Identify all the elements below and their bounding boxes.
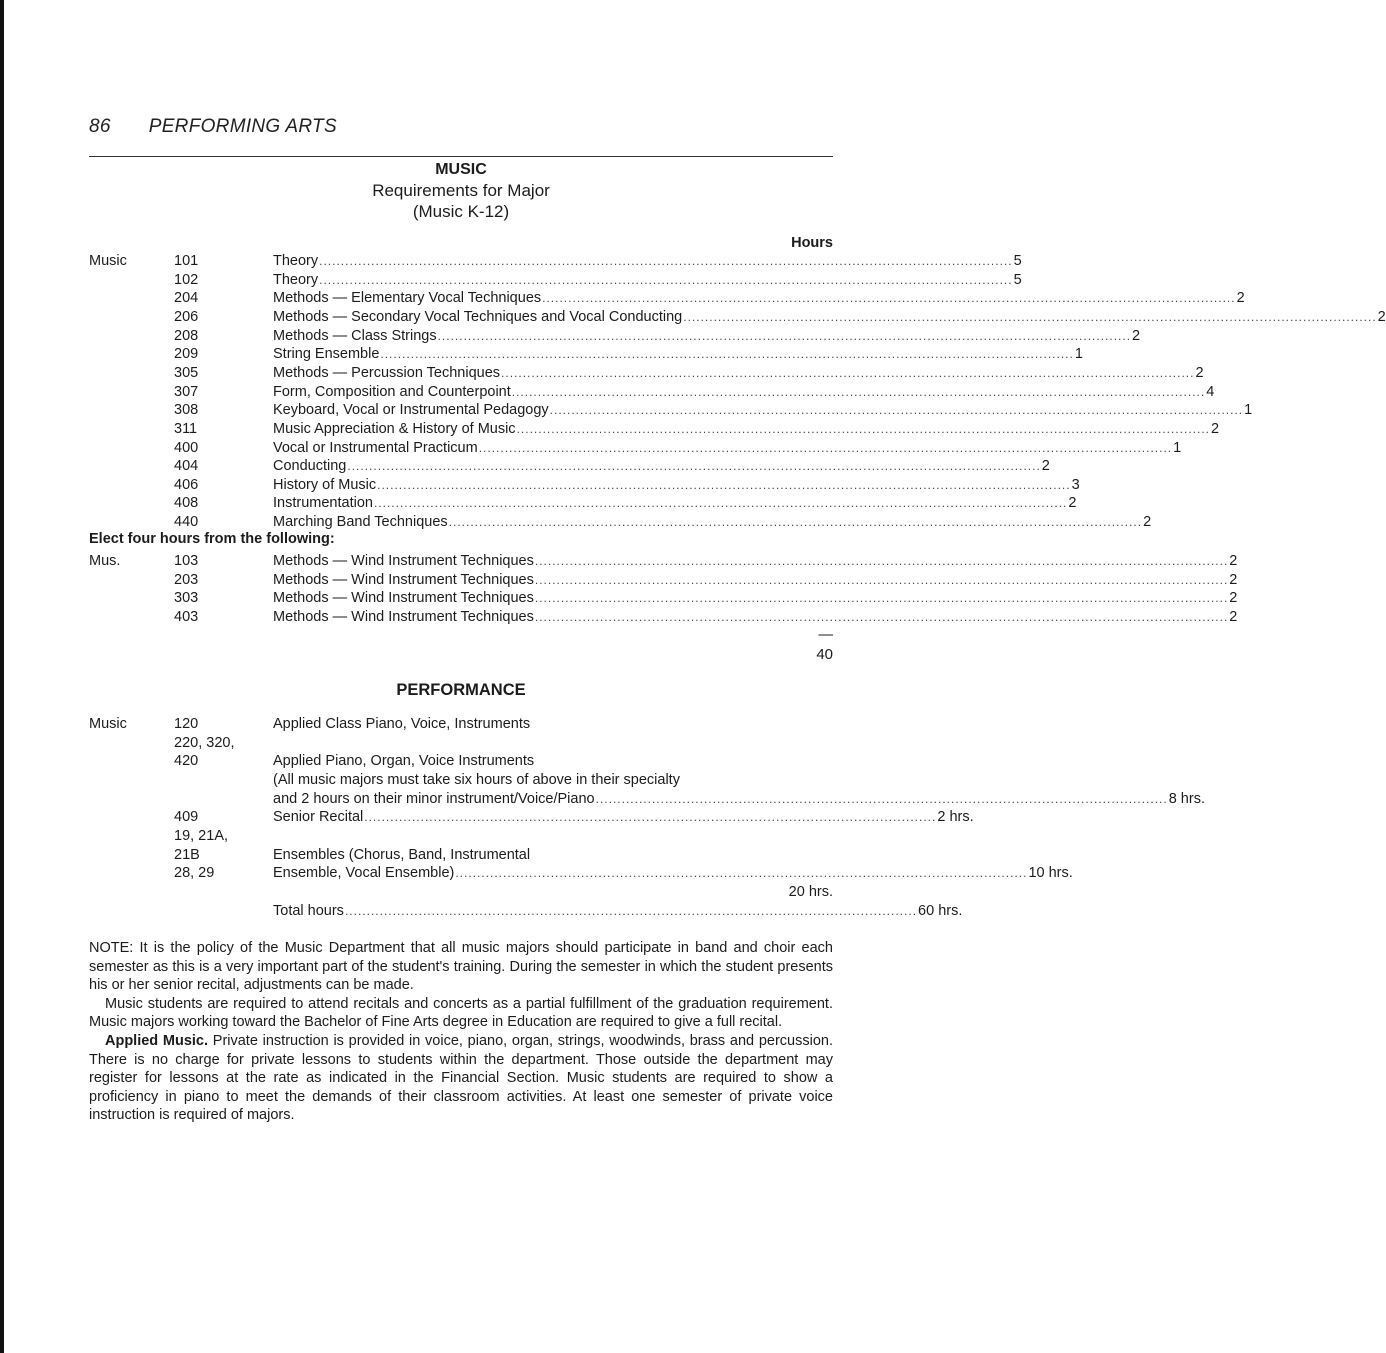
course-hours: 5 — [1013, 271, 1022, 288]
perf-course-title: Senior Recital — [273, 809, 364, 825]
course-title: Conducting — [273, 458, 347, 475]
dot-leader: ................................................................................................................................................................ — [373, 496, 1068, 511]
perf-row — [89, 827, 833, 846]
total-hours: 40 — [816, 646, 833, 663]
perf-course-number: 19, 21A, — [174, 828, 229, 844]
course-title: Theory — [273, 253, 319, 269]
music-subtitle: Requirements for Major — [372, 181, 550, 200]
course-title: Methods — Wind Instrument Techniques — [273, 608, 534, 625]
perf-hours: 8 hrs. — [1168, 791, 1205, 807]
course-number: 305 — [174, 364, 199, 381]
course-title: Keyboard, Vocal or Instrumental Pedagogy — [273, 402, 549, 419]
course-title: Vocal or Instrumental Practicum — [273, 439, 478, 456]
course-title: History of Music — [273, 476, 377, 493]
dot-leader: ................................................................................................................................................................ — [534, 609, 1229, 624]
courses-row — [89, 252, 1022, 271]
perf-row — [89, 902, 963, 921]
course-hours: 1 — [1173, 439, 1182, 456]
course-number: 206 — [174, 308, 199, 325]
course-number: 208 — [174, 327, 199, 344]
perf-total-label: Total hours — [273, 903, 344, 919]
dot-leader: .................................................................................................................................... — [344, 904, 918, 918]
course-number: 403 — [174, 608, 199, 625]
dot-leader: ................................................................................................................................................................ — [549, 403, 1244, 418]
dot-leader: ................................................................................................................................................................ — [319, 272, 1013, 287]
course-title: Methods — Elementary Vocal Techniques — [273, 290, 542, 307]
course-number: 209 — [174, 346, 199, 363]
perf-row — [89, 808, 974, 827]
perf-course-note: and 2 hours on their minor instrument/Voice/Piano — [273, 791, 595, 807]
dot-leader: ................................................................................................................................................................ — [511, 384, 1206, 399]
course-title: Methods — Secondary Vocal Techniques and Vocal Conducting — [273, 308, 683, 325]
dot-leader: .................................................................................................................................... — [364, 810, 937, 824]
course-hours: 4 — [1206, 383, 1215, 400]
note-paragraph: NOTE: It is the policy of the Music Department that all music majors should participate in band and choir each semester as this is a very important part of the student's training. During the semester in which the student presents his or her senior recital, adjustments can be made. — [89, 940, 833, 994]
perf-row — [89, 771, 833, 790]
perf-course-title: Ensembles (Chorus, Band, Instrumental — [273, 847, 531, 863]
perf-row — [89, 864, 1073, 883]
hours-column-header: Hours — [791, 235, 833, 251]
dot-leader: ................................................................................................................................................................ — [478, 440, 1173, 455]
courses-row — [89, 364, 1204, 383]
courses-row — [89, 345, 1083, 364]
course-title: Methods — Wind Instrument Techniques — [273, 553, 534, 569]
course-hours: 2 — [1195, 364, 1204, 381]
page-spine-edge — [0, 0, 4, 1353]
courses-row — [89, 513, 1152, 532]
course-hours: 1 — [1074, 346, 1083, 363]
header-rule — [89, 156, 833, 157]
dot-leader: ................................................................................................................................................................ — [516, 421, 1210, 436]
perf-row — [89, 734, 833, 753]
course-number: 408 — [174, 495, 199, 512]
perf-row — [89, 715, 833, 734]
course-hours: 2 — [1068, 495, 1077, 512]
course-hours: 2 — [1229, 608, 1238, 625]
courses-row — [89, 439, 1182, 458]
course-number: 400 — [174, 439, 199, 456]
course-hours: 2 — [1211, 420, 1220, 437]
course-hours: 3 — [1071, 476, 1080, 493]
dot-leader: ................................................................................................................................................................ — [377, 477, 1071, 492]
course-title: Music Appreciation & History of Music — [273, 420, 516, 437]
perf-subtotal-hours: 20 hrs. — [788, 884, 833, 900]
dot-leader: ................................................................................................................................................................ — [347, 459, 1041, 474]
course-hours: 2 — [1236, 290, 1245, 307]
course-hours: 2 — [1132, 327, 1141, 344]
applied-music-paragraph — [89, 1032, 833, 1125]
perf-hours: 10 hrs. — [1028, 865, 1073, 881]
course-title: String Ensemble — [273, 346, 380, 363]
page-number: 86 — [89, 116, 111, 137]
performance-heading: PERFORMANCE — [396, 681, 526, 699]
courses-row — [89, 327, 1141, 346]
perf-course-number: 409 — [174, 809, 199, 825]
courses-row — [89, 457, 1050, 476]
course-title: Methods — Wind Instrument Techniques — [273, 590, 534, 607]
course-dept: Music — [89, 253, 127, 269]
perf-course-title: Applied Piano, Organ, Voice Instruments — [273, 753, 535, 769]
electives-row — [89, 608, 1238, 627]
dot-leader: .................................................................................................................................... — [595, 792, 1168, 806]
perf-course-number: 120 — [174, 716, 199, 732]
course-number: 311 — [174, 420, 198, 437]
courses-row — [89, 401, 1253, 420]
note-paragraph: Music students are required to attend recitals and concerts as a partial fulfillment of the graduation requirement. Music majors working toward the Bachelor of Fine Arts degree in Education are required to give a full recital. — [89, 995, 833, 1031]
electives-row — [89, 552, 1238, 571]
course-title: Marching Band Techniques — [273, 514, 448, 531]
elective-instruction: Elect four hours from the following: — [89, 531, 335, 547]
perf-course-number: 28, 29 — [174, 865, 215, 881]
dot-leader: ................................................................................................................................................................ — [380, 347, 1074, 362]
electives-row — [89, 589, 1238, 608]
courses-row — [89, 289, 1245, 308]
perf-row — [89, 883, 833, 902]
perf-row — [89, 790, 1205, 809]
applied-music-body: Private instruction is provided in voice, piano, organ, strings, woodwinds, brass and percussion. There is no charge for private lessons to students within the department. Those outside the department may register for lessons at the rate as indicated in the Financial Section. Music students are required to show a proficiency in piano to meet the demands of their classroom activities. At least one semester of private voice instruction is required of majors. — [89, 1032, 833, 1124]
dot-leader: ................................................................................................................................................................ — [542, 291, 1236, 306]
total-rule: — — [818, 627, 833, 643]
course-hours: 2 — [1041, 458, 1050, 475]
dot-leader: ................................................................................................................................................................ — [448, 515, 1143, 530]
perf-course-title: Applied Class Piano, Voice, Instruments — [273, 716, 531, 732]
course-number: 404 — [174, 458, 199, 475]
course-title: Theory — [273, 271, 319, 288]
course-hours: 5 — [1013, 253, 1022, 269]
course-number: 440 — [174, 514, 199, 531]
course-number: 103 — [174, 553, 199, 569]
course-title: Methods — Percussion Techniques — [273, 364, 501, 381]
dot-leader: ................................................................................................................................................................ — [534, 572, 1229, 587]
course-hours: 2 — [1229, 590, 1238, 607]
perf-total-hours: 60 hrs. — [918, 903, 963, 919]
course-hours: 2 — [1377, 308, 1386, 325]
course-title: Methods — Wind Instrument Techniques — [273, 571, 534, 588]
perf-row — [89, 846, 833, 865]
notes-section — [89, 939, 833, 1125]
perf-hours: 2 hrs. — [937, 809, 974, 825]
perf-course-note: (All music majors must take six hours of above in their specialty — [273, 772, 680, 788]
music-subtitle-program: (Music K-12) — [412, 202, 510, 221]
dot-leader: ................................................................................................................................................................ — [534, 591, 1229, 606]
courses-row — [89, 308, 1386, 327]
course-title: Methods — Class Strings — [273, 327, 437, 344]
courses-row — [89, 383, 1215, 402]
dot-leader: ................................................................................................................................................................ — [501, 365, 1195, 380]
course-number: 204 — [174, 290, 199, 307]
courses-row — [89, 271, 1022, 290]
courses-row — [89, 420, 1220, 439]
courses-row — [89, 494, 1077, 513]
music-heading: MUSIC — [435, 161, 487, 178]
course-number: 102 — [174, 271, 199, 288]
course-hours: 2 — [1143, 514, 1152, 531]
electives-row — [89, 571, 1238, 590]
course-title: Instrumentation — [273, 495, 373, 512]
course-number: 308 — [174, 402, 199, 419]
course-number: 303 — [174, 590, 199, 607]
perf-course-number: 220, 320, — [174, 735, 235, 751]
course-number: 203 — [174, 571, 199, 588]
course-hours: 1 — [1244, 402, 1253, 419]
applied-music-lead: Applied Music. — [105, 1032, 209, 1049]
dot-leader: .................................................................................................................................... — [455, 866, 1028, 880]
perf-course-title: Ensemble, Vocal Ensemble) — [273, 865, 455, 881]
dot-leader: ................................................................................................................................................................ — [437, 328, 1132, 343]
dot-leader: ................................................................................................................................................................ — [319, 254, 1013, 268]
course-number: 307 — [174, 383, 199, 400]
course-hours: 2 — [1229, 571, 1238, 588]
course-number: 101 — [174, 253, 199, 269]
running-head — [89, 116, 337, 138]
perf-dept: Music — [89, 716, 127, 732]
course-dept: Mus. — [89, 553, 121, 569]
courses-row — [89, 476, 1080, 495]
perf-course-number: 21B — [174, 847, 200, 863]
perf-course-number: 420 — [174, 753, 199, 769]
perf-row — [89, 752, 833, 771]
course-title: Form, Composition and Counterpoint — [273, 383, 511, 400]
section-title: PERFORMING ARTS — [148, 116, 337, 137]
dot-leader: ................................................................................................................................................................ — [534, 554, 1229, 568]
dot-leader: ................................................................................................................................................................ — [683, 309, 1377, 324]
course-hours: 2 — [1229, 553, 1238, 569]
course-number: 406 — [174, 476, 199, 493]
